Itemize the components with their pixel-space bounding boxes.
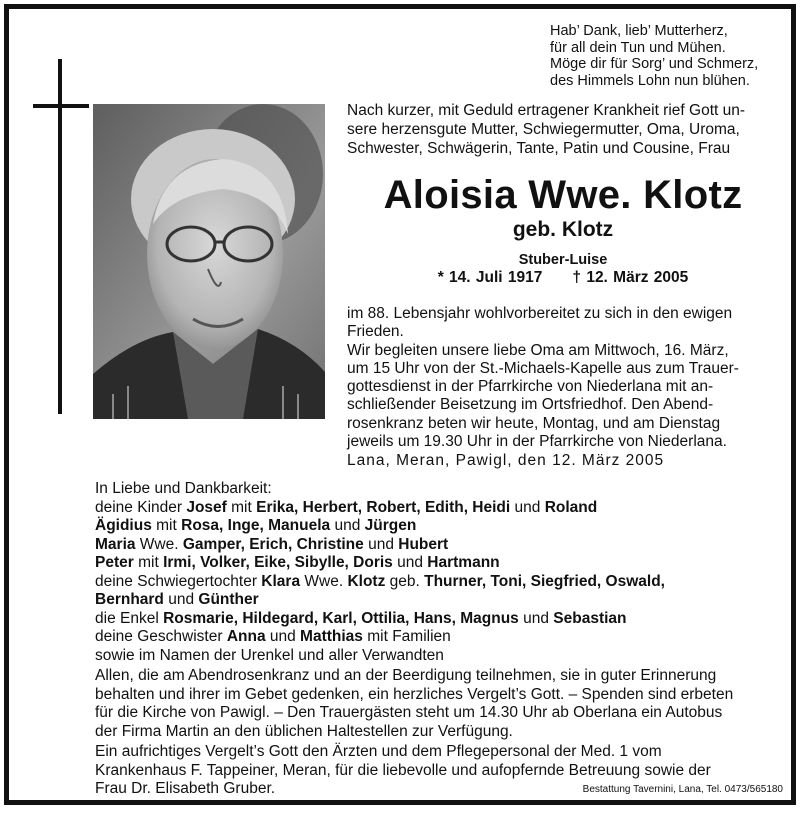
family-list [95, 480, 665, 665]
relative-name: Hubert [398, 535, 449, 553]
relative-name: Irmi, Volker, Eike, Sibylle, Doris [163, 554, 393, 571]
text-line: im 88. Lebensjahr wohlvorbereitet zu sich in den ewigen [347, 305, 733, 322]
relative-name: Maria [95, 535, 136, 553]
cross-icon-bar [33, 104, 89, 108]
relative-name: Gamper, Erich, Christine [182, 535, 364, 553]
family-line [95, 536, 665, 555]
poem-line: für all dein Tun und Mühen. [550, 39, 726, 56]
paragraph-line: Ein aufrichtiges Vergelt’s Gott den Ärzten und dem Pflegepersonal der Med. 1 vom [95, 743, 662, 760]
relative-name: Bernhard [95, 591, 164, 608]
funeral-details [347, 305, 780, 451]
portrait-photo [93, 104, 325, 419]
intro-line: Schwester, Schwägerin, Tante, Patin und Cousine, Frau [347, 140, 731, 157]
family-text: mit [151, 517, 182, 534]
text-line: schließender Beisetzung im Ortsfriedhof. Den Abend- [347, 396, 714, 414]
family-text: mit [133, 554, 164, 571]
relative-name: Matthias [300, 628, 363, 645]
family-text: deine Schwiegertochter [95, 572, 262, 590]
relative-name: Anna [226, 628, 266, 645]
relative-name: Hartmann [427, 554, 500, 571]
family-text: und [510, 498, 545, 516]
paragraph-line: für die Kirche von Pawigl. – Den Trauergästen steht um 14.30 Uhr ab Oberlana ein Autobus [95, 704, 723, 721]
relative-name: Ägidius [95, 517, 152, 534]
relative-name: Klotz [347, 572, 386, 590]
relative-name: Peter [95, 554, 134, 571]
thanks-paragraph [95, 667, 778, 741]
relative-name: Erika, Herbert, Robert, Edith, Heidi [256, 498, 511, 516]
family-text: In Liebe und Dankbarkeit: [95, 480, 272, 497]
family-line [95, 554, 665, 573]
relative-name: Jürgen [364, 517, 417, 534]
text-line: jeweils um 19.30 Uhr in der Pfarrkirche von Niederlana. [347, 433, 727, 451]
deceased-name: Aloisia Wwe. Klotz [383, 173, 743, 217]
family-text: geb. [385, 572, 425, 590]
family-text: deine Geschwister [95, 628, 227, 645]
relative-name: Klara [261, 572, 301, 590]
family-line [95, 591, 665, 610]
family-line [95, 499, 665, 518]
relative-name: Roland [544, 498, 598, 516]
family-text: die Enkel [95, 609, 164, 627]
family-text: und [265, 628, 301, 645]
family-line [95, 610, 665, 629]
family-text: und [392, 554, 428, 571]
family-text: Wwe. [135, 535, 183, 553]
paragraph-line: Allen, die am Abendrosenkranz und an der Beerdigung teilnehmen, sie in guter Erinnerung [95, 667, 717, 684]
text-line: gottesdienst in der Pfarrkirche von Niederlana mit an- [347, 378, 714, 396]
nickname: Stuber-Luise [518, 252, 608, 268]
poem-verse [550, 23, 758, 89]
relative-name: Rosmarie, Hildegard, Karl, Ottilia, Hans, Magnus [163, 609, 519, 627]
paragraph-line: behalten und ihrer im Gebet gedenken, ein herzliches Vergelt’s Gott. – Spenden sind erbeten [95, 685, 734, 703]
family-text: und [163, 591, 199, 608]
poem-line: Möge dir für Sorg’ und Schmerz, [550, 56, 759, 72]
text-line: Wir begleiten unsere liebe Oma am Mittwoch, 16. März, [347, 341, 729, 359]
text-line: um 15 Uhr von der St.-Michaels-Kapelle aus zum Trauer- [347, 359, 739, 377]
undertaker-credit: Bestattung Tavernini, Lana, Tel. 0473/565180 [582, 784, 783, 795]
poem-line: Hab’ Dank, lieb’ Mutterherz, [550, 23, 728, 39]
family-line [95, 628, 665, 647]
paragraph-line: der Firma Martin an den üblichen Haltestellen zur Verfügung. [95, 722, 513, 740]
text-line: Frieden. [347, 323, 404, 341]
family-text: deine Kinder [95, 498, 187, 516]
relative-name: Josef [186, 498, 227, 516]
intro-text [347, 101, 779, 158]
relative-name: Thurner, Toni, Siegfried, Oswald, [424, 572, 665, 590]
paragraph-line: Frau Dr. Elisabeth Gruber. [95, 780, 276, 797]
relative-name: Günther [198, 591, 259, 608]
family-line [95, 647, 665, 666]
life-dates [347, 269, 779, 287]
family-text: und [330, 517, 365, 534]
birth-date: * 14. Juli 1917 [437, 269, 543, 286]
family-text: mit Familien [362, 628, 451, 645]
intro-line: Nach kurzer, mit Geduld ertragener Krankheit rief Gott un- [347, 102, 746, 119]
birth-name: geb. Klotz [512, 218, 614, 241]
cross-icon [58, 59, 62, 414]
obituary-notice [4, 4, 796, 805]
death-date: † 12. März 2005 [572, 269, 689, 286]
family-line [95, 573, 665, 592]
place-date: Lana, Meran, Pawigl, den 12. März 2005 [347, 452, 665, 469]
family-text: mit [226, 498, 257, 516]
family-line [95, 517, 665, 536]
relative-name: Rosa, Inge, Manuela [181, 517, 331, 534]
family-line [95, 480, 665, 499]
family-text: und [518, 609, 554, 627]
family-text: sowie im Namen der Urenkel und aller Verwandten [95, 646, 444, 664]
intro-line: sere herzensgute Mutter, Schwiegermutter, Oma, Uroma, [347, 121, 740, 138]
family-text: Wwe. [300, 572, 348, 590]
paragraph-line: Krankenhaus F. Tappeiner, Meran, für die liebevolle und aufopfernde Betreuung sowie der [95, 761, 711, 779]
text-line: rosenkranz beten wir heute, Montag, und am Dienstag [347, 414, 721, 432]
family-text: und [363, 535, 399, 553]
relative-name: Sebastian [553, 609, 627, 627]
poem-line: des Himmels Lohn nun blühen. [550, 72, 750, 89]
